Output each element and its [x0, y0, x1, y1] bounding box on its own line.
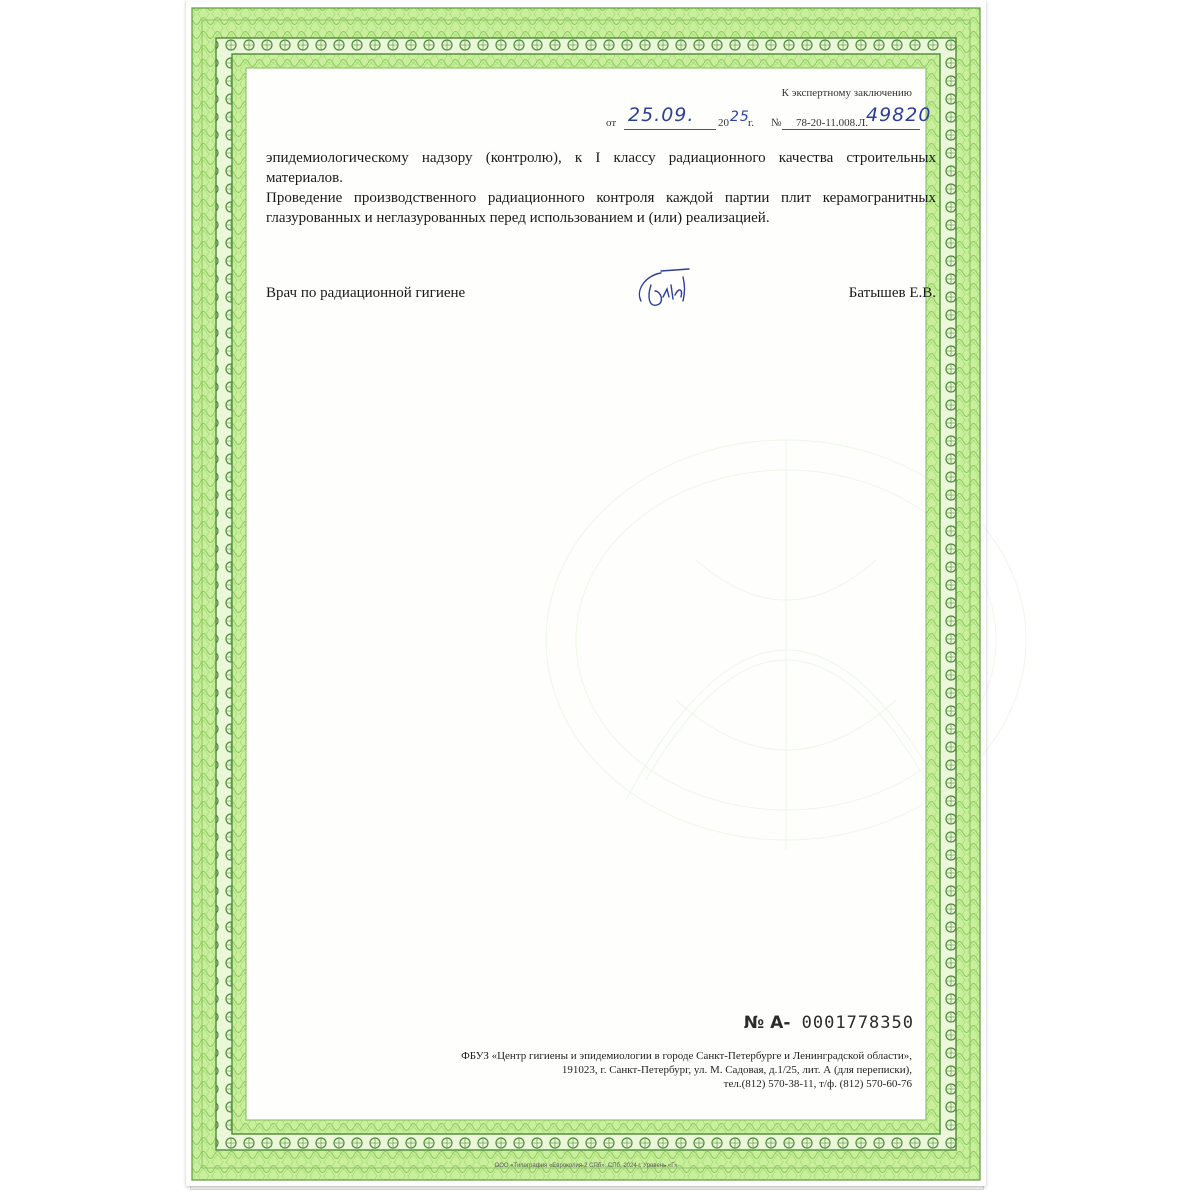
serial-number: 0001778350	[801, 1013, 914, 1033]
signatory-role: Врач по радиационной гигиене	[266, 285, 466, 301]
issuer-phones: тел.(812) 570-38-11, т/ф. (812) 570-60-76	[723, 1078, 912, 1090]
page-content	[186, 0, 986, 1186]
handwritten-number: 49820	[866, 104, 932, 126]
serial-prefix: № А-	[743, 1013, 791, 1033]
year-prefix: 20	[718, 117, 729, 129]
form-serial-number	[744, 1013, 914, 1033]
certificate-page	[186, 0, 986, 1186]
handwritten-year: 25	[730, 109, 750, 125]
from-label: от	[606, 117, 617, 129]
signature-block	[266, 285, 936, 325]
paragraph-2: Проведение производственного радиационного контроля каждой партии плит керамогранитных глазурованных и неглазурованных перед использованием и (или) реализацией.	[266, 190, 936, 226]
signatory-name: Батышев Е.В.	[848, 285, 936, 301]
handwritten-signature	[631, 267, 701, 315]
paragraph-1: эпидемиологическому надзору (контролю), к I классу радиационного качества строительных материалов.	[266, 150, 936, 186]
issuer-address: 191023, г. Санкт-Петербург, ул. М. Садовая, д.1/25, лит. А (для переписки),	[561, 1064, 912, 1076]
number-label: №	[771, 117, 782, 129]
expert-conclusion-reference: К экспертному заключению	[781, 87, 912, 99]
number-prefix: 78-20-11.008.Л.	[796, 117, 869, 129]
printer-imprint: ООО «Типография «Евроколия-2 СПб». СПб. 2024 г. Уровень «Г»	[494, 1163, 678, 1169]
handwritten-date: 25.09.	[628, 104, 695, 126]
issuer-name: ФБУЗ «Центр гигиены и эпидемиологии в городе Санкт-Петербурге и Ленинградской области»,	[461, 1050, 912, 1062]
reference-line	[606, 104, 932, 136]
date-underline	[624, 129, 716, 130]
issuer-details	[392, 1049, 912, 1091]
conclusion-text	[266, 148, 936, 228]
year-suffix: г.	[748, 117, 755, 129]
number-underline	[782, 129, 920, 130]
